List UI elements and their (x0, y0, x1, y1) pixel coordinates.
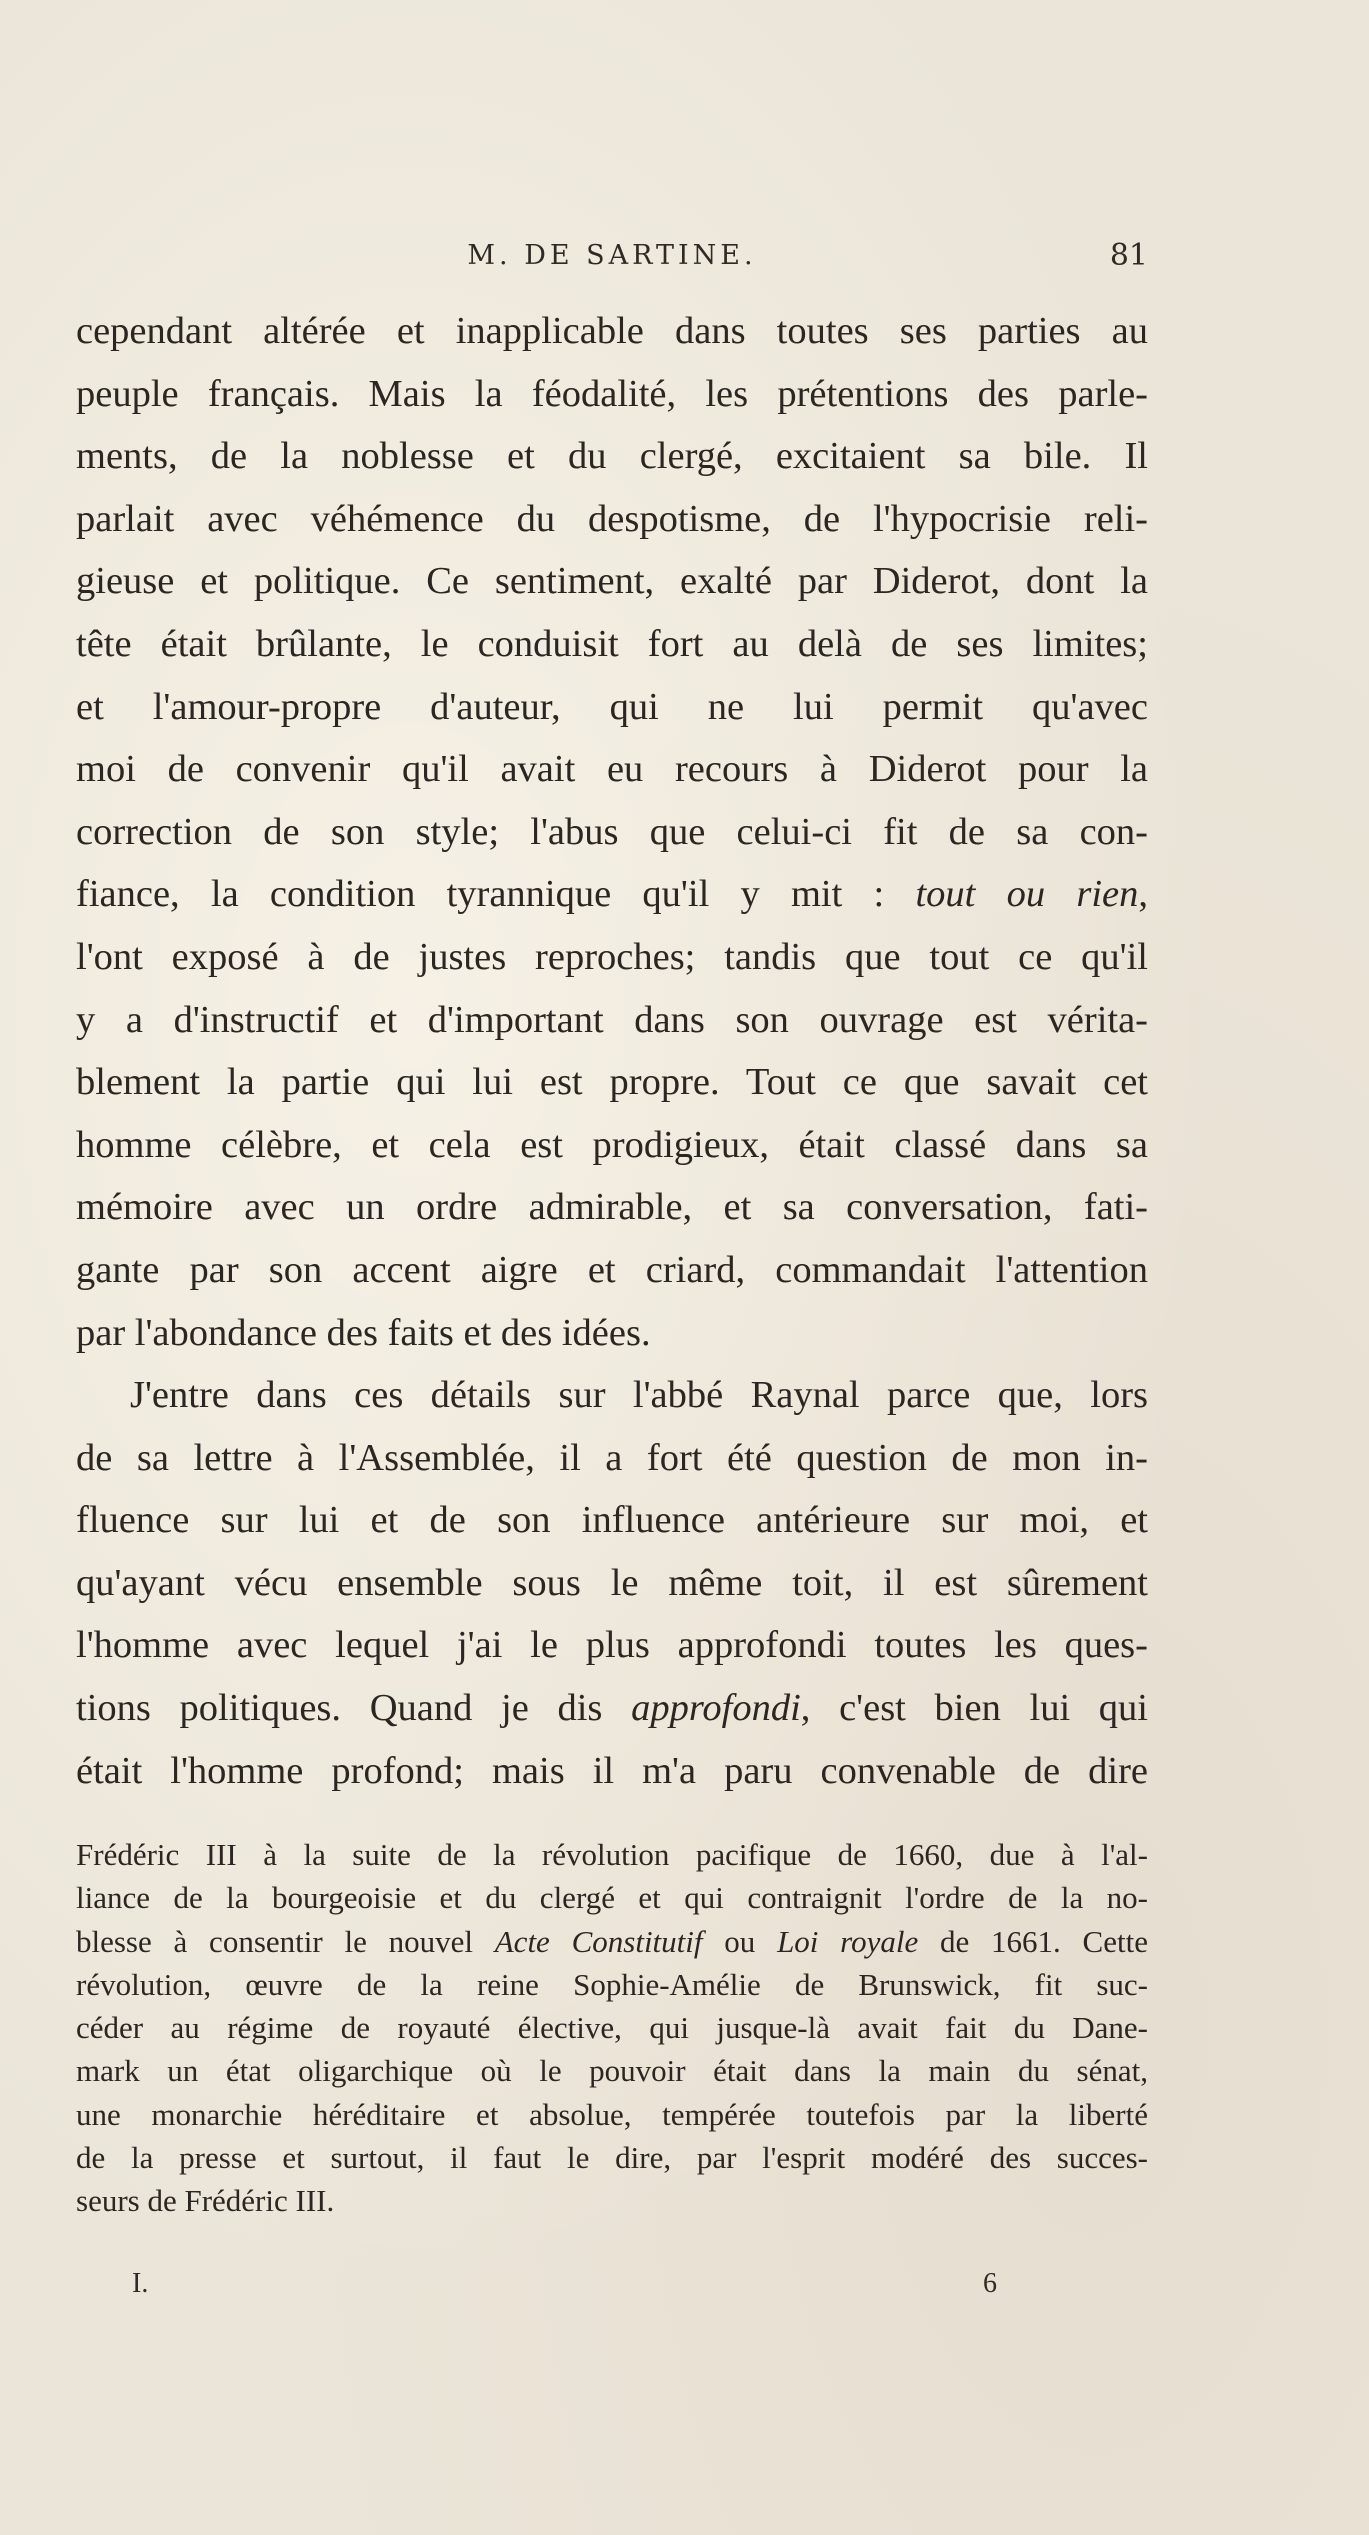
footnote-line: mark un état oligarchique où le pouvoir était dans la main du sénat, (76, 2053, 1148, 2089)
text-line: blement la partie qui lui est propre. Tout ce que savait cet (76, 1061, 1148, 1104)
text-line: parlait avec véhémence du despotisme, de l'hypocrisie reli- (76, 497, 1148, 540)
volume-mark: I. (132, 2268, 149, 2299)
footnote-line: de la presse et surtout, il faut le dire, par l'esprit modéré des succes- (76, 2140, 1148, 2176)
footnote-line (76, 1920, 1148, 1963)
text-segment: de 1661. Cette (918, 1923, 1148, 1959)
footnote-line: seurs de Frédéric III. (76, 2183, 335, 2219)
footnote-line: céder au régime de royauté élective, qui jusque-là avait fait du Dane- (76, 2010, 1148, 2046)
italic-phrase: Loi royale (777, 1923, 919, 1959)
text-segment: fiance, la condition tyrannique qu'il y mit : (76, 873, 916, 916)
text-line: cependant altérée et inapplicable dans toutes ses parties au (76, 310, 1148, 352)
page-number: 81 (1109, 238, 1148, 273)
text-line: correction de son style; l'abus que celui-ci fit de sa con- (76, 810, 1148, 853)
signature-line (76, 2268, 1148, 2308)
text-line: mémoire avec un ordre admirable, et sa conversation, fati- (76, 1186, 1148, 1229)
footnote-line: liance de la bourgeoisie et du clergé et qui contraignit l'ordre de la no- (76, 1880, 1148, 1916)
text-segment: tions politiques. Quand je dis (76, 1687, 632, 1730)
text-line: l'homme avec lequel j'ai le plus approfondi toutes les ques- (76, 1624, 1148, 1667)
text-line: l'ont exposé à de justes reproches; tandis que tout ce qu'il (76, 935, 1148, 978)
italic-phrase: approfondi (631, 1687, 801, 1730)
text-segment: , (1138, 873, 1148, 916)
text-line (76, 863, 1148, 926)
footnote-line: Frédéric III à la suite de la révolution pacifique de 1660, due à l'al- (76, 1837, 1148, 1872)
sheet-mark: 6 (983, 2268, 997, 2299)
running-head (76, 238, 1148, 274)
text-line: de sa lettre à l'Assemblée, il a fort été question de mon in- (76, 1436, 1148, 1479)
text-segment: blesse à consentir le nouvel (76, 1923, 495, 1959)
text-line: par l'abondance des faits et des idées. (76, 1311, 651, 1354)
italic-phrase: tout ou rien (915, 873, 1139, 916)
text-line: y a d'instructif et d'important dans son ouvrage est vérita- (76, 998, 1148, 1041)
text-line (76, 1677, 1148, 1740)
text-segment: , c'est bien lui qui (800, 1687, 1148, 1730)
text-line: qu'ayant vécu ensemble sous le même toit, il est sûrement (76, 1561, 1148, 1604)
text-line: était l'homme profond; mais il m'a paru convenable de dire (76, 1749, 1148, 1792)
text-line: gante par son accent aigre et criard, commandait l'attention (76, 1248, 1148, 1291)
text-line: fluence sur lui et de son influence antérieure sur moi, et (76, 1499, 1148, 1542)
text-line: tête était brûlante, le conduisit fort au delà de ses limites; (76, 622, 1148, 665)
footnote-line: révolution, œuvre de la reine Sophie-Amélie de Brunswick, fit suc- (76, 1966, 1148, 2002)
text-line: ments, de la noblesse et du clergé, excitaient sa bile. Il (76, 435, 1148, 478)
running-title: M. DE SARTINE. (467, 240, 757, 271)
italic-phrase: Acte Constitutif (494, 1923, 703, 1959)
text-line: peuple français. Mais la féodalité, les prétentions des parle- (76, 372, 1148, 415)
text-segment: ou (702, 1923, 778, 1959)
main-text (76, 300, 1148, 1802)
text-line: et l'amour-propre d'auteur, qui ne lui permit qu'avec (76, 685, 1148, 728)
text-line: gieuse et politique. Ce sentiment, exalté par Diderot, dont la (76, 560, 1148, 603)
text-line: J'entre dans ces détails sur l'abbé Raynal parce que, lors (130, 1374, 1148, 1417)
footnote-line: une monarchie héréditaire et absolue, tempérée toutefois par la liberté (76, 2096, 1148, 2132)
text-line: homme célèbre, et cela est prodigieux, était classé dans sa (76, 1123, 1148, 1166)
text-line: moi de convenir qu'il avait eu recours à Diderot pour la (76, 748, 1148, 791)
footnote (76, 1833, 1148, 2223)
